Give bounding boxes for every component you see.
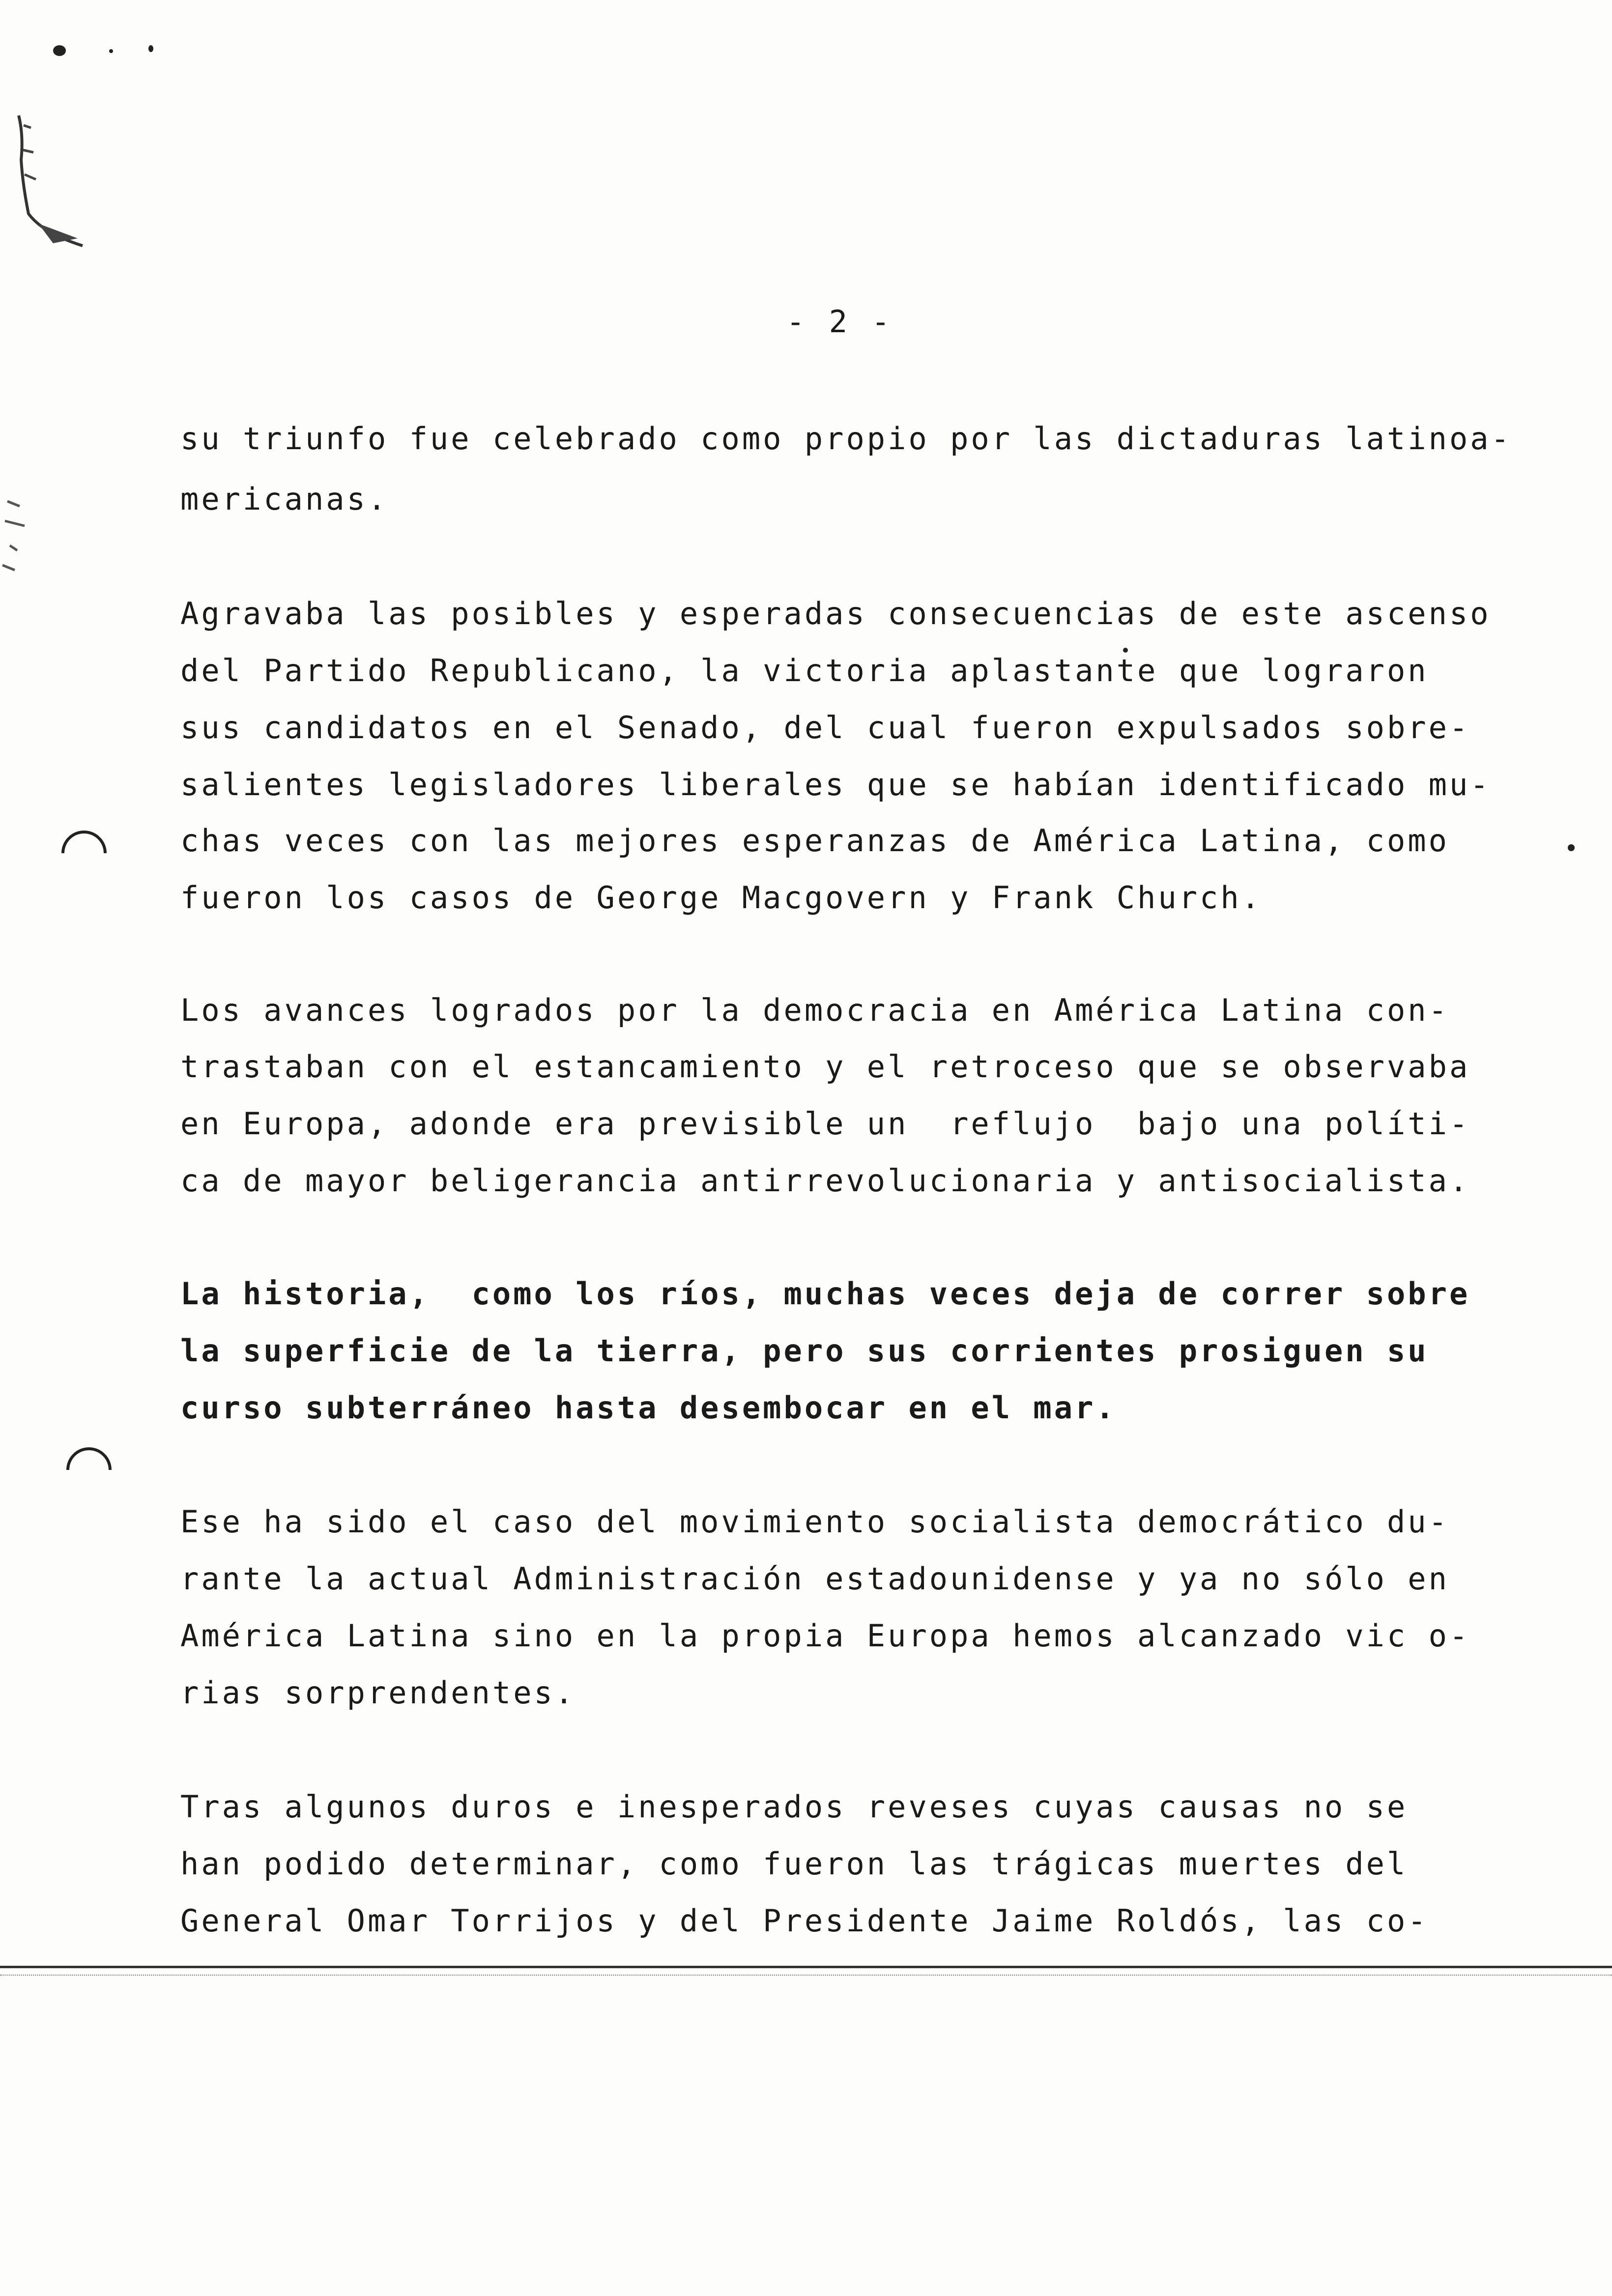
text-line: del Partido Republicano, la victoria aplastante que lograron: [180, 653, 1429, 689]
text-line: General Omar Torrijos y del Presidente Jaime Roldós, las co-: [180, 1903, 1429, 1939]
text-line: trastaban con el estancamiento y el retroceso que se observaba: [180, 1049, 1470, 1085]
text-line-bold: La historia, como los ríos, muchas veces deja de correr sobre: [180, 1276, 1470, 1312]
text-line: Agravaba las posibles y esperadas consecuencias de este ascenso: [180, 596, 1491, 631]
text-line: ca de mayor beligerancia antirrevolucionaria y antisocialista.: [180, 1163, 1470, 1199]
text-line: rias sorprendentes.: [180, 1675, 576, 1711]
scan-noise-mark: [9, 106, 87, 253]
scan-speck: [109, 49, 113, 53]
text-line: fueron los casos de George Macgovern y Frank Church.: [180, 880, 1263, 916]
punch-hole: [52, 821, 116, 885]
text-line: Tras algunos duros e inesperados reveses cuyas causas no se: [180, 1789, 1408, 1825]
scan-speck: [148, 45, 153, 52]
scan-speck: [1123, 648, 1128, 653]
text-line: han podido determinar, como fueron las trágicas muertes del: [180, 1846, 1408, 1882]
text-line: chas veces con las mejores esperanzas de América Latina, como: [180, 823, 1449, 859]
text-line: salientes legisladores liberales que se habían identificado mu-: [180, 767, 1491, 803]
footer-rule-shadow: [0, 1975, 1612, 1976]
scan-noise-mark: [0, 491, 39, 590]
text-line: mericanas.: [180, 481, 389, 517]
scan-speck: [53, 45, 66, 56]
text-line: sus candidatos en el Senado, del cual fueron expulsados sobre-: [180, 710, 1470, 746]
page-number: - 2 -: [786, 304, 893, 340]
text-line: en Europa, adonde era previsible un reflujo bajo una políti-: [180, 1106, 1470, 1142]
text-line: Los avances logrados por la democracia en América Latina con-: [180, 992, 1449, 1028]
footer-rule: [0, 1966, 1612, 1968]
scan-speck: [1568, 844, 1575, 851]
text-line: su triunfo fue celebrado como propio por las dictaduras latinoa-: [180, 421, 1512, 457]
punch-hole: [57, 1438, 121, 1502]
text-line-bold: la superficie de la tierra, pero sus corrientes prosiguen su: [180, 1333, 1429, 1369]
text-line: rante la actual Administración estadounidense y ya no sólo en: [180, 1561, 1449, 1597]
text-line: Ese ha sido el caso del movimiento socialista democrático du-: [180, 1504, 1449, 1540]
text-line-bold: curso subterráneo hasta desembocar en el mar.: [180, 1390, 1117, 1426]
text-line: América Latina sino en la propia Europa hemos alcanzado vic o-: [180, 1618, 1470, 1654]
